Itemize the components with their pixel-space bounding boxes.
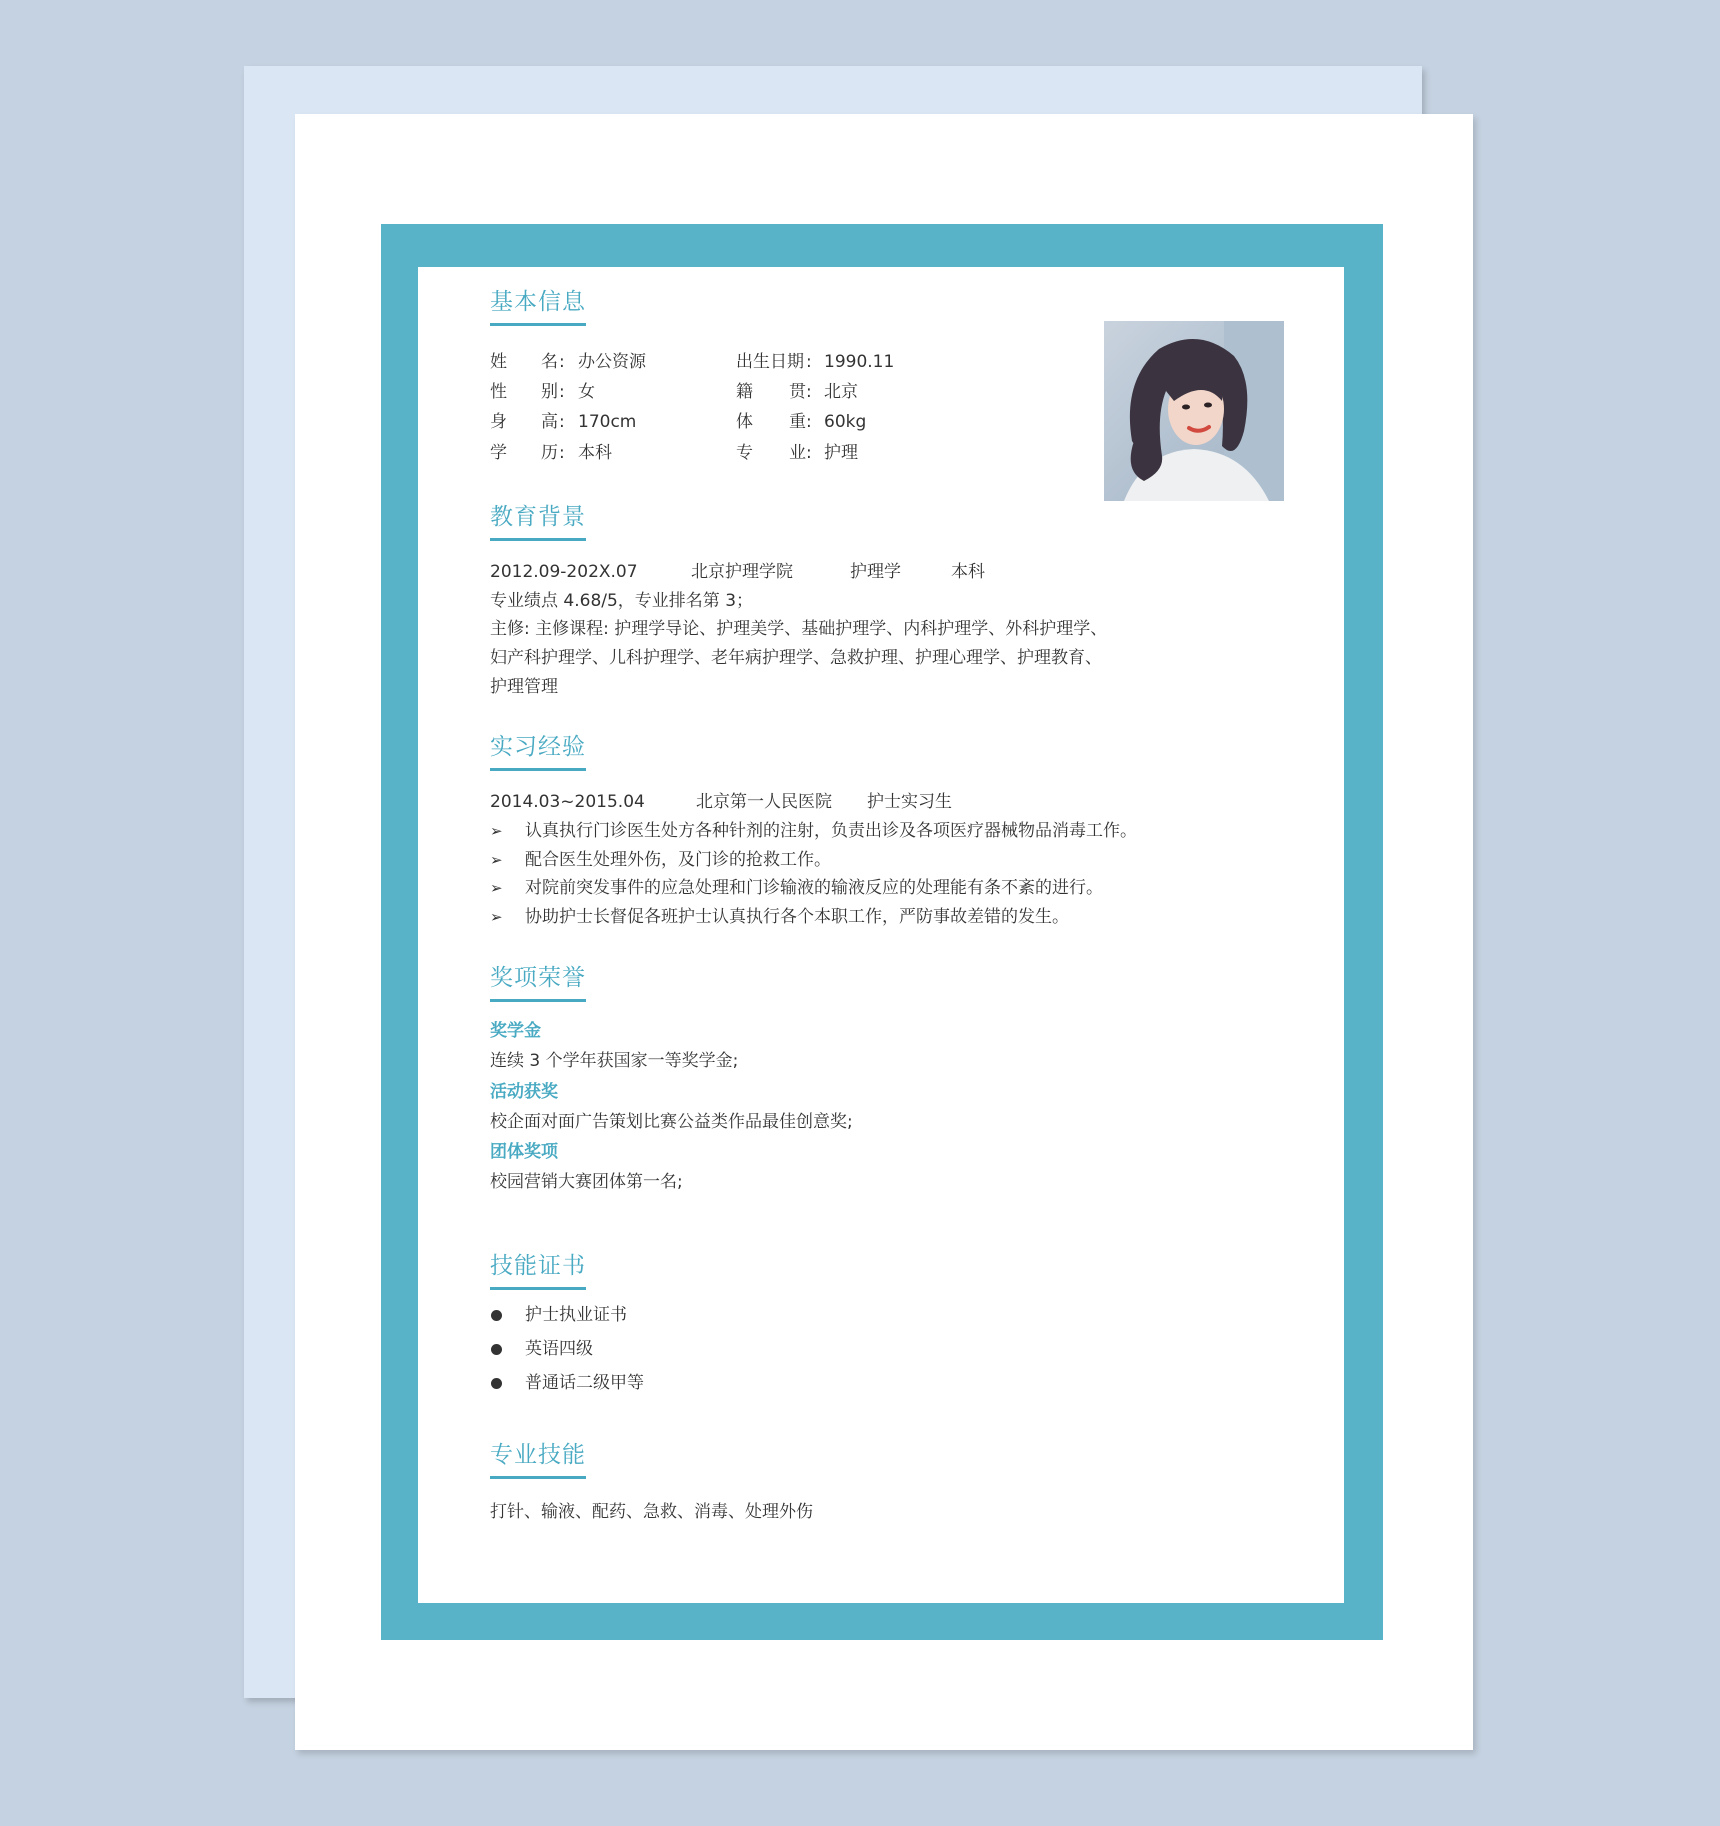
label-major-2: 业	[789, 443, 806, 463]
arrow-bullet-icon: ➢	[490, 879, 503, 897]
edu-courses-line-2: 妇产科护理学、儿科护理学、老年病护理学、急救护理、护理心理学、护理教育、	[490, 648, 1102, 668]
cert-item-3: 普通话二级甲等	[525, 1373, 644, 1393]
label-name-1: 姓	[490, 352, 507, 372]
colon: :	[806, 352, 812, 372]
value-height: 170cm	[578, 412, 637, 432]
edu-courses-line-1: 主修: 主修课程: 护理学导论、护理美学、基础护理学、内科护理学、外科护理学、	[490, 619, 1108, 639]
intern-item-2: 配合医生处理外伤，及门诊的抢救工作。	[525, 850, 831, 870]
intern-period: 2014.03~2015.04	[490, 792, 645, 812]
cert-item-1: 护士执业证书	[525, 1305, 627, 1325]
edu-gpa: 专业绩点 4.68/5，专业排名第 3；	[490, 591, 754, 611]
value-name: 办公资源	[578, 352, 646, 372]
edu-degree: 本科	[951, 562, 985, 582]
award-desc-2: 校企面对面广告策划比赛公益类作品最佳创意奖;	[490, 1112, 853, 1132]
value-weight: 60kg	[824, 412, 867, 432]
edu-school: 北京护理学院	[691, 562, 793, 582]
intern-item-3: 对院前突发事件的应急处理和门诊输液的输液反应的处理能有条不紊的进行。	[525, 878, 1103, 898]
colon: :	[559, 382, 565, 402]
label-name-2: 名	[541, 352, 558, 372]
intern-item-1: 认真执行门诊医生处方各种针剂的注射，负责出诊及各项医疗器械物品消毒工作。	[525, 821, 1137, 841]
dot-bullet-icon	[491, 1378, 502, 1389]
section-title-basic: 基本信息	[490, 287, 586, 326]
label-gender-2: 别	[541, 382, 558, 402]
cert-item-2: 英语四级	[525, 1339, 593, 1359]
profile-photo	[1104, 321, 1284, 501]
label-birth: 出生日期	[736, 352, 804, 372]
label-gender-1: 性	[490, 382, 507, 402]
section-title-skills: 专业技能	[490, 1440, 586, 1479]
label-weight-1: 体	[736, 412, 753, 432]
arrow-bullet-icon: ➢	[490, 908, 503, 926]
label-native-2: 贯	[789, 382, 806, 402]
colon: :	[559, 443, 565, 463]
intern-org: 北京第一人民医院	[696, 792, 832, 812]
colon: :	[806, 443, 812, 463]
label-edu-1: 学	[490, 443, 507, 463]
skills-text: 打针、输液、配药、急救、消毒、处理外伤	[490, 1502, 813, 1522]
colon: :	[806, 382, 812, 402]
award-desc-3: 校园营销大赛团体第一名;	[490, 1172, 683, 1192]
section-title-education: 教育背景	[490, 502, 586, 541]
section-title-certificates: 技能证书	[490, 1251, 586, 1290]
award-desc-1: 连续 3 个学年获国家一等奖学金;	[490, 1051, 739, 1071]
value-major: 护理	[824, 443, 858, 463]
award-heading-3: 团体奖项	[490, 1142, 558, 1162]
portrait-illustration	[1104, 321, 1284, 501]
label-height-2: 高	[541, 412, 558, 432]
dot-bullet-icon	[491, 1310, 502, 1321]
value-native: 北京	[824, 382, 858, 402]
edu-major: 护理学	[850, 562, 901, 582]
label-major-1: 专	[736, 443, 753, 463]
value-birth: 1990.11	[824, 352, 895, 372]
edu-courses-line-3: 护理管理	[490, 677, 558, 697]
label-native-1: 籍	[736, 382, 753, 402]
colon: :	[559, 352, 565, 372]
value-edu: 本科	[578, 443, 612, 463]
award-heading-1: 奖学金	[490, 1021, 541, 1041]
award-heading-2: 活动获奖	[490, 1082, 558, 1102]
colon: :	[559, 412, 565, 432]
arrow-bullet-icon: ➢	[490, 851, 503, 869]
dot-bullet-icon	[491, 1344, 502, 1355]
edu-period: 2012.09-202X.07	[490, 562, 638, 582]
colon: :	[806, 412, 812, 432]
section-title-awards: 奖项荣誉	[490, 963, 586, 1002]
section-title-internship: 实习经验	[490, 732, 586, 771]
intern-item-4: 协助护士长督促各班护士认真执行各个本职工作，严防事故差错的发生。	[525, 907, 1069, 927]
arrow-bullet-icon: ➢	[490, 822, 503, 840]
intern-role: 护士实习生	[867, 792, 952, 812]
label-edu-2: 历	[541, 443, 558, 463]
value-gender: 女	[578, 382, 595, 402]
label-weight-2: 重	[789, 412, 806, 432]
label-height-1: 身	[490, 412, 507, 432]
